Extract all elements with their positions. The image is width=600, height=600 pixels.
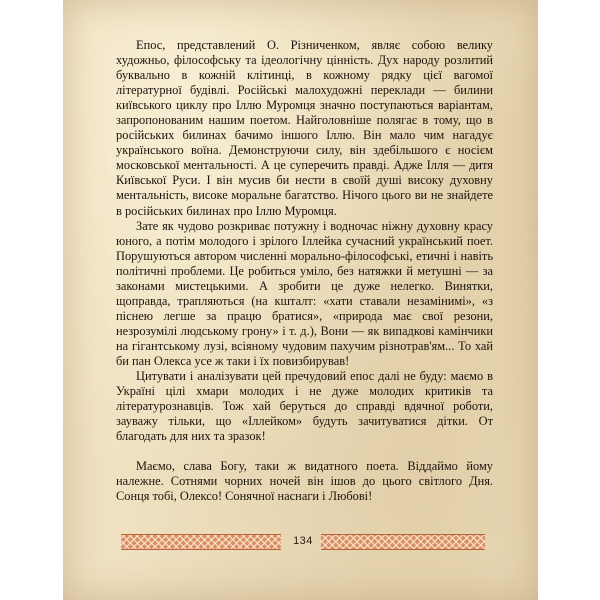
book-page: [63, 0, 538, 600]
body-text: [116, 38, 493, 504]
ornament-band-left: [121, 534, 281, 550]
page-footer: [121, 532, 485, 550]
paragraph-gap: [116, 444, 493, 459]
paragraph: Маємо, слава Богу, таки ж видатного поета. Віддаймо йому належне. Сотнями чорних ночей він ішов до цього світлого Дня. Сонця тобі, Олексо! Сонячної наснаги і Любові!: [116, 459, 493, 504]
page-number: 134: [293, 535, 313, 547]
paragraph: Епос, представлений О. Різниченком, являє собою велику художньо, філософську та ідеологічну цінність. Дух народу розлитий буквально в кожній клітинці, в кожному рядку цієї вагомої літературної будівлі. Російські малохудожні переклади — билини київського циклу про Іллю Муромця значно поступаються варіантам, запропонованим нашим поетом. Найголовніше полягає в тому, що в російських билинах бачимо іншого Іллю. Він мало чим нагадує українського воїна. Демонструючи силу, він здебільшого є носієм московської ментальності. А це суперечить правді. Адже Ілля — дитя Київської Руси. І він мусив би нести в своїй душі високу духовну ментальність, високе моральне багатство. Нічого цього ви не знайдете в російських билинах про Іллю Муромця.: [116, 38, 493, 218]
paragraph: Зате як чудово розкриває потужну і водночас ніжну духовну красу юного, а потім молодого і зрілого Іллейка сучасний український поет. Порушуються автором численні морально-філософські, етичні і навіть політичні проблеми. Це робиться уміло, без натяжки й метушні — за законами мистецькими. А зробити це дуже нелегко. Винятки, щоправда, трапляються (на кшталт: «хати ставали незамінимі», «з піснею легше за працю братися», «природа має свої резони, незрозумілі людському грону» і т. д.), Вони — як випадкові камінчики на гігантському лузі, всіяному чудовим пахучим різнотрав'ям... То хай би пан Олекса усе ж таки і їх повизбирував!: [116, 218, 493, 368]
paragraph: Цитувати і аналізувати цей пречудовий епос далі не буду: маємо в Україні цілі хмари молодих і не дуже молодих критиків та літературознавців. Тож хай беруться до справді вдячної роботи, зауважу тільки, що «Іллейком» будуть зачитуватися дітки. От благодать для них та зразок!: [116, 369, 493, 444]
ornament-band-right: [321, 534, 485, 550]
